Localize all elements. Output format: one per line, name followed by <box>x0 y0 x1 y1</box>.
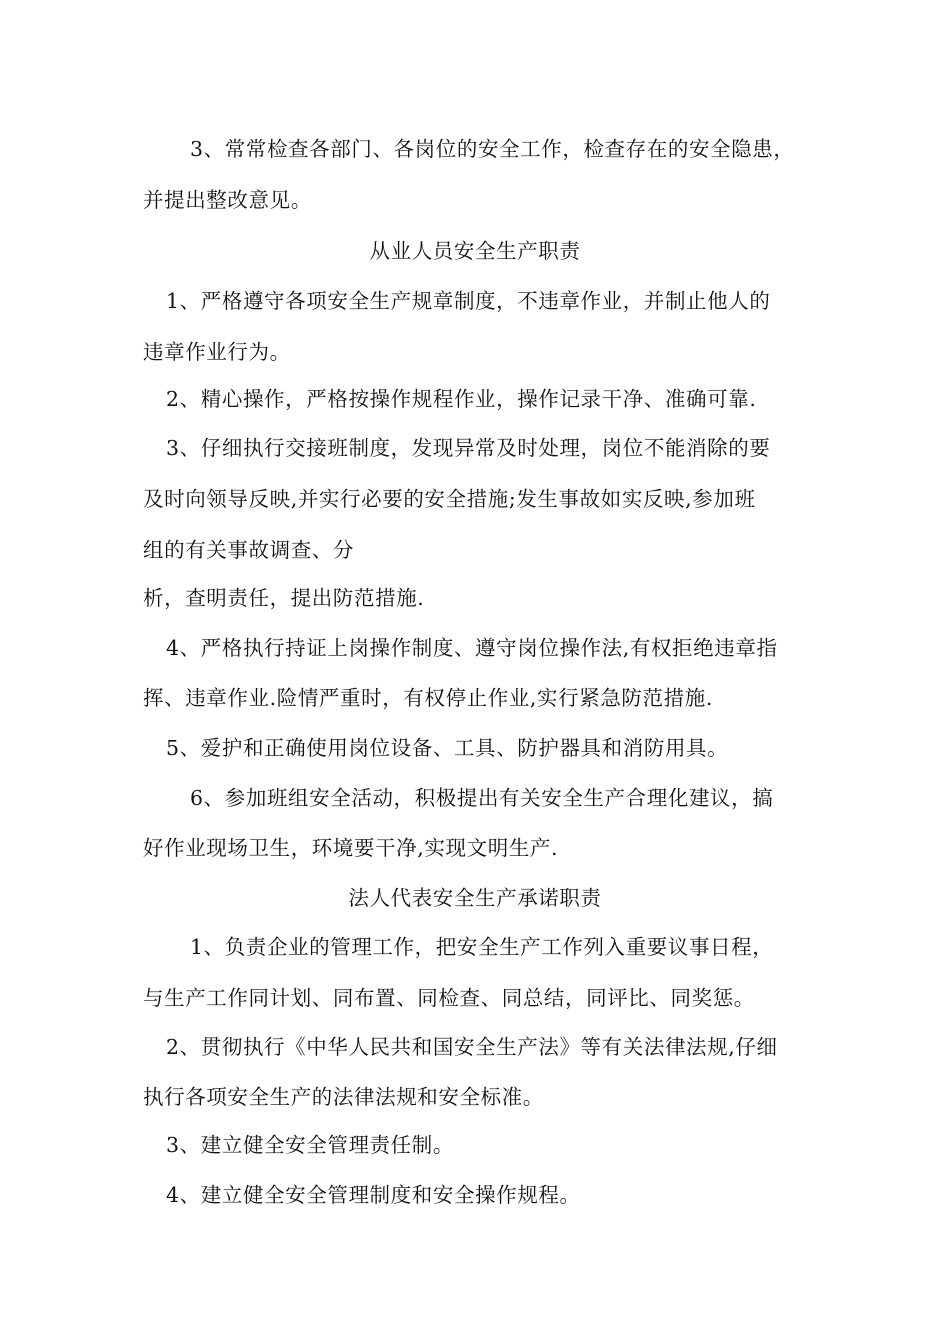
paragraph-line: 2、贯彻执行《中华人民共和国安全生产法》等有关法律法规,仔细 <box>166 1035 778 1059</box>
paragraph-line: 挥、违章作业.险情严重时，有权停止作业,实行紧急防范措施. <box>143 686 713 710</box>
paragraph-line: 执行各项安全生产的法律法规和安全标准。 <box>143 1085 544 1109</box>
section-heading: 从业人员安全生产职责 <box>369 239 581 263</box>
paragraph-line: 6、参加班组安全活动，积极提出有关安全生产合理化建议，搞 <box>190 786 774 810</box>
paragraph-line: 1、严格遵守各项安全生产规章制度，不违章作业，并制止他人的 <box>166 289 771 313</box>
paragraph-line: 4、严格执行持证上岗操作制度、遵守岗位操作法,有权拒绝违章指 <box>166 636 778 660</box>
paragraph-line: 与生产工作同计划、同布置、同检查、同总结，同评比、同奖惩。 <box>143 986 755 1010</box>
paragraph-line: 2、精心操作，严格按操作规程作业，操作记录干净、准确可靠. <box>166 387 757 411</box>
paragraph-line: 好作业现场卫生，环境要干净,实现文明生产. <box>143 836 559 860</box>
paragraph-line: 4、建立健全安全管理制度和安全操作规程。 <box>166 1183 581 1207</box>
paragraph-line: 违章作业行为。 <box>143 340 291 364</box>
section-heading: 法人代表安全生产承诺职责 <box>348 886 602 910</box>
paragraph-line: 1、负责企业的管理工作，把安全生产工作列入重要议事日程， <box>190 935 774 959</box>
paragraph-line: 组的有关事故调查、分 <box>143 538 354 562</box>
paragraph-line: 及时向领导反映,并实行必要的安全措施;发生事故如实反映,参加班 <box>143 487 756 511</box>
paragraph-line: 3、常常检查各部门、各岗位的安全工作，检查存在的安全隐患， <box>190 137 795 161</box>
paragraph-line: 5、爱护和正确使用岗位设备、工具、防护器具和消防用具。 <box>166 736 729 760</box>
paragraph-line: 3、仔细执行交接班制度，发现异常及时处理，岗位不能消除的要 <box>166 436 771 460</box>
paragraph-line: 3、建立健全安全管理责任制。 <box>166 1133 454 1157</box>
paragraph-line: 并提出整改意见。 <box>143 188 312 212</box>
paragraph-line: 析，查明责任，提出防范措施. <box>143 586 425 610</box>
